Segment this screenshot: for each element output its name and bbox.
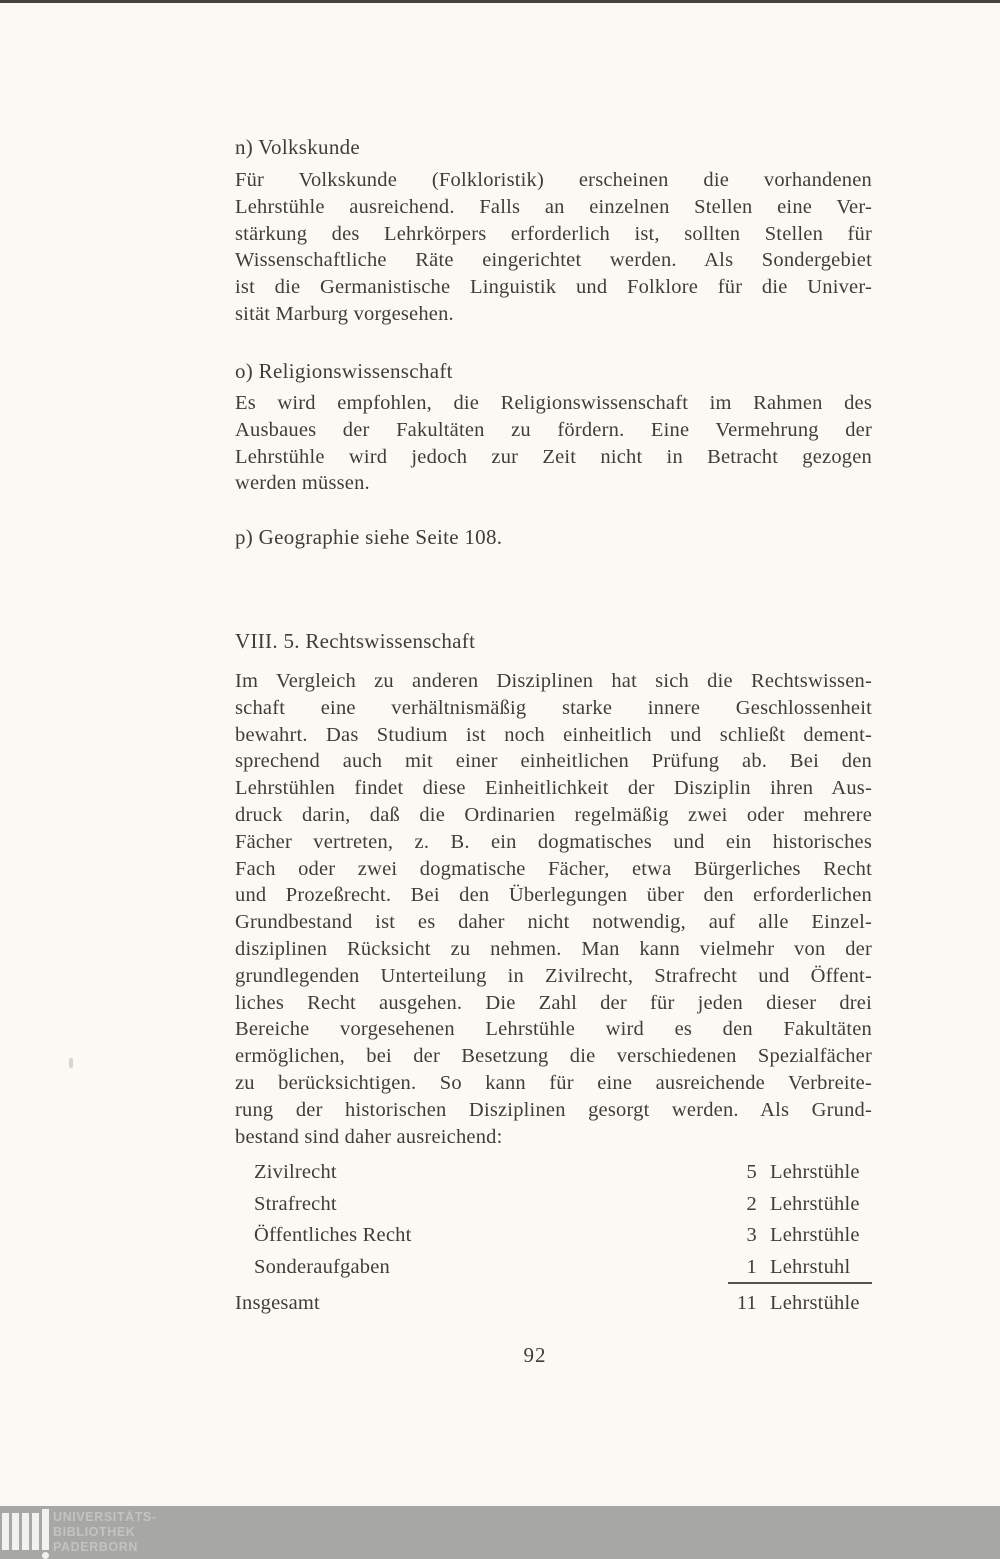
row-label: Öffentliches Recht [254,1224,412,1247]
text-line: Grundbestand ist es daher nicht notwendig, auf alle Einzel- [235,911,872,934]
text-line: Fächer vertreten, z. B. ein dogmatisches und ein historisches [235,830,872,853]
row-unit: Lehrstühle [770,1161,860,1183]
logo-bar [22,1513,29,1550]
section-heading-p-geographie: p) Geographie siehe Seite 108. [235,525,503,549]
text-line: ermöglichen, bei der Besetzung die verschiedenen Spezialfächer [235,1045,872,1068]
text-line: Lehrstühlen findet diese Einheitlichkeit der Disziplin ihren Aus- [235,777,872,800]
library-name-line: PADERBORN [53,1540,139,1554]
library-name [53,1510,157,1555]
logo-dot [42,1552,49,1559]
row-unit: Lehrstuhl [770,1256,851,1279]
scan-edge-line [0,0,1000,3]
text-line: bewahrt. Das Studium ist noch einheitlich und schließt dement- [235,723,872,746]
text-line: grundlegenden Unterteilung in Zivilrecht, Strafrecht und Öffent- [235,964,872,987]
logo-bar [2,1513,9,1550]
text-line: druck darin, daß die Ordinarien regelmäßig zwei oder mehrere [235,803,872,826]
text-line: sprechend auch mit einer einheitlichen Prüfung ab. Bei den [235,750,872,773]
row-count: 5 [746,1161,757,1183]
text-line: Fach oder zwei dogmatische Fächer, etwa Bürgerliches Recht [235,857,872,880]
text-line: Es wird empfohlen, die Religionswissenschaft im Rahmen des [235,392,872,414]
logo-bar [12,1513,19,1550]
paragraph-rechtswissenschaft [235,668,872,1150]
table-row [235,1191,872,1218]
text-line: sität Marburg vorgesehen. [235,302,454,325]
section-heading-n-volkskunde: n) Volkskunde [235,135,361,159]
text-line: bestand sind daher ausreichend: [235,1125,503,1148]
text-line: Lehrstühle ausreichend. Falls an einzelnen Stellen eine Ver- [235,195,872,218]
text-line: zu berücksichtigen. So kann für eine ausreichende Verbreite- [235,1071,872,1094]
row-label: Sonderaufgaben [254,1256,390,1279]
text-line: liches Recht ausgehen. Die Zahl der für jeden dieser drei [235,991,872,1014]
library-name-line: UNIVERSITÄTS- [53,1510,157,1524]
table-row [235,1254,872,1281]
row-unit: Lehrstühle [770,1192,860,1215]
paragraph-volkskunde [235,167,872,328]
text-line: Bereiche vorgesehenen Lehrstühle wird es den Fakultäten [235,1018,872,1041]
library-name-line: BIBLIOTHEK [53,1525,136,1539]
table-total-row [235,1290,872,1317]
row-label: Zivilrecht [254,1161,337,1183]
text-line: disziplinen Rücksicht zu nehmen. Man kann vielmehr von der [235,937,872,960]
text-line: werden müssen. [235,472,370,495]
text-line: und Prozeßrecht. Bei den Überlegungen über den erforderlichen [235,884,872,907]
section-heading-viii-5-rechtswissenschaft: VIII. 5. Rechtswissenschaft [235,629,476,653]
text-line: Ausbaues der Fakultäten zu fördern. Eine Vermehrung der [235,418,872,441]
text-line: schaft eine verhältnismäßig starke innere Geschlossenheit [235,696,872,719]
sum-rule [728,1282,872,1284]
logo-bar [32,1513,39,1550]
logo-bar [42,1509,49,1550]
table-row [235,1159,872,1186]
total-label: Insgesamt [235,1291,320,1314]
text-line: Lehrstühle wird jedoch zur Zeit nicht in Betracht gezogen [235,445,872,468]
text-line: rung der historischen Disziplinen gesorgt werden. Als Grund- [235,1098,872,1121]
text-line: Im Vergleich zu anderen Disziplinen hat sich die Rechtswissen- [235,670,872,692]
text-line: ist die Germanistische Linguistik und Folklore für die Univer- [235,276,872,299]
total-count: 11 [736,1291,757,1314]
page-number: 92 [523,1343,547,1367]
row-count: 1 [746,1256,757,1279]
table-row [235,1222,872,1249]
text-line: Für Volkskunde (Folkloristik) erscheinen die vorhandenen [235,169,872,191]
row-count: 3 [746,1224,757,1247]
total-unit: Lehrstühle [770,1291,860,1314]
text-line: Wissenschaftliche Räte eingerichtet werden. Als Sondergebiet [235,249,872,272]
row-count: 2 [746,1192,757,1215]
row-label: Strafrecht [254,1192,337,1215]
scan-speck [69,1058,73,1068]
row-unit: Lehrstühle [770,1224,860,1247]
paragraph-religionswissenschaft [235,390,872,497]
library-watermark-bar [0,1506,1000,1559]
section-heading-o-religionswissenschaft: o) Religionswissenschaft [235,359,453,383]
text-line: stärkung des Lehrkörpers erforderlich ist, sollten Stellen für [235,222,872,245]
lehrstuehle-table [235,1159,872,1321]
